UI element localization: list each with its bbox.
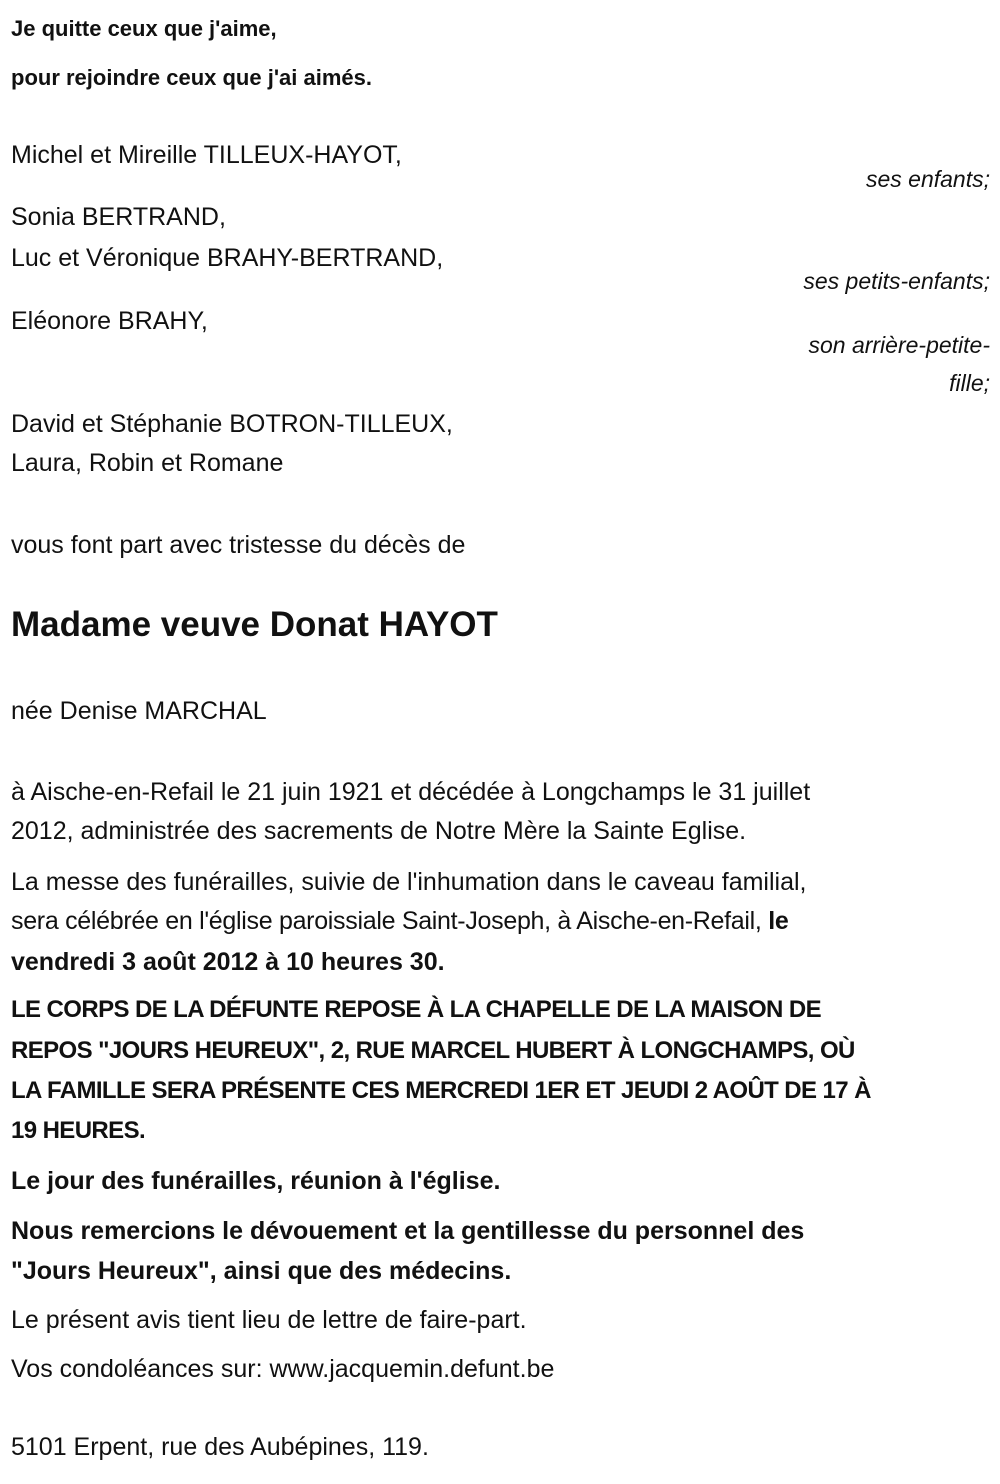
condolences: Vos condoléances sur: www.jacquemin.defunt.be: [11, 1355, 555, 1383]
notice: Le présent avis tient lieu de lettre de faire-part.: [11, 1306, 527, 1334]
family-other: Laura, Robin et Romane: [11, 449, 284, 477]
quote-line: Je quitte ceux que j'aime,: [11, 16, 277, 41]
family-great-grandchild: Eléonore BRAHY,: [11, 307, 208, 335]
thanks-line: Nous remercions le dévouement et la gentillesse du personnel des: [11, 1217, 805, 1245]
visitation-line: LE CORPS DE LA DÉFUNTE REPOSE À LA CHAPELLE DE LA MAISON DE: [11, 996, 821, 1023]
thanks-line: "Jours Heureux", ainsi que des médecins.: [11, 1257, 512, 1285]
birth-death-line: 2012, administrée des sacrements de Notre Mère la Sainte Eglise.: [11, 817, 747, 845]
role-grandchildren: ses petits-enfants;: [803, 268, 990, 294]
funeral-date: vendredi 3 août 2012 à 10 heures 30.: [11, 948, 445, 976]
role-great-grandchild: son arrière-petite-: [808, 332, 990, 358]
birth-death-line: à Aische-en-Refail le 21 juin 1921 et décédée à Longchamps le 31 juillet: [11, 778, 811, 806]
meeting: Le jour des funérailles, réunion à l'église.: [11, 1167, 501, 1195]
visitation-line: LA FAMILLE SERA PRÉSENTE CES MERCREDI 1ER ET JEUDI 2 AOÛT DE 17 À: [11, 1077, 871, 1104]
role-children: ses enfants;: [865, 166, 990, 192]
address: 5101 Erpent, rue des Aubépines, 119.: [11, 1433, 429, 1461]
birth-name: née Denise MARCHAL: [11, 697, 267, 725]
family-other: David et Stéphanie BOTRON-TILLEUX,: [11, 410, 453, 438]
funeral-text-bold: le: [768, 907, 789, 935]
family-grandchild: Luc et Véronique BRAHY-BERTRAND,: [11, 244, 444, 272]
deceased-name: Madame veuve Donat HAYOT: [11, 605, 498, 644]
family-grandchild: Sonia BERTRAND,: [11, 203, 226, 231]
role-great-grandchild: fille;: [949, 370, 990, 396]
quote-line: pour rejoindre ceux que j'ai aimés.: [11, 65, 373, 90]
family-children: Michel et Mireille TILLEUX-HAYOT,: [11, 141, 402, 169]
visitation-line: 19 HEURES.: [11, 1117, 146, 1144]
visitation-line: REPOS "JOURS HEUREUX", 2, RUE MARCEL HUBERT À LONGCHAMPS, OÙ: [11, 1037, 855, 1064]
funeral-text: sera célébrée en l'église paroissiale Saint-Joseph, à Aische-en-Refail,: [11, 907, 769, 935]
funeral-line: [11, 906, 788, 936]
announcement: vous font part avec tristesse du décès de: [11, 531, 466, 559]
funeral-line: La messe des funérailles, suivie de l'inhumation dans le caveau familial,: [11, 868, 807, 896]
